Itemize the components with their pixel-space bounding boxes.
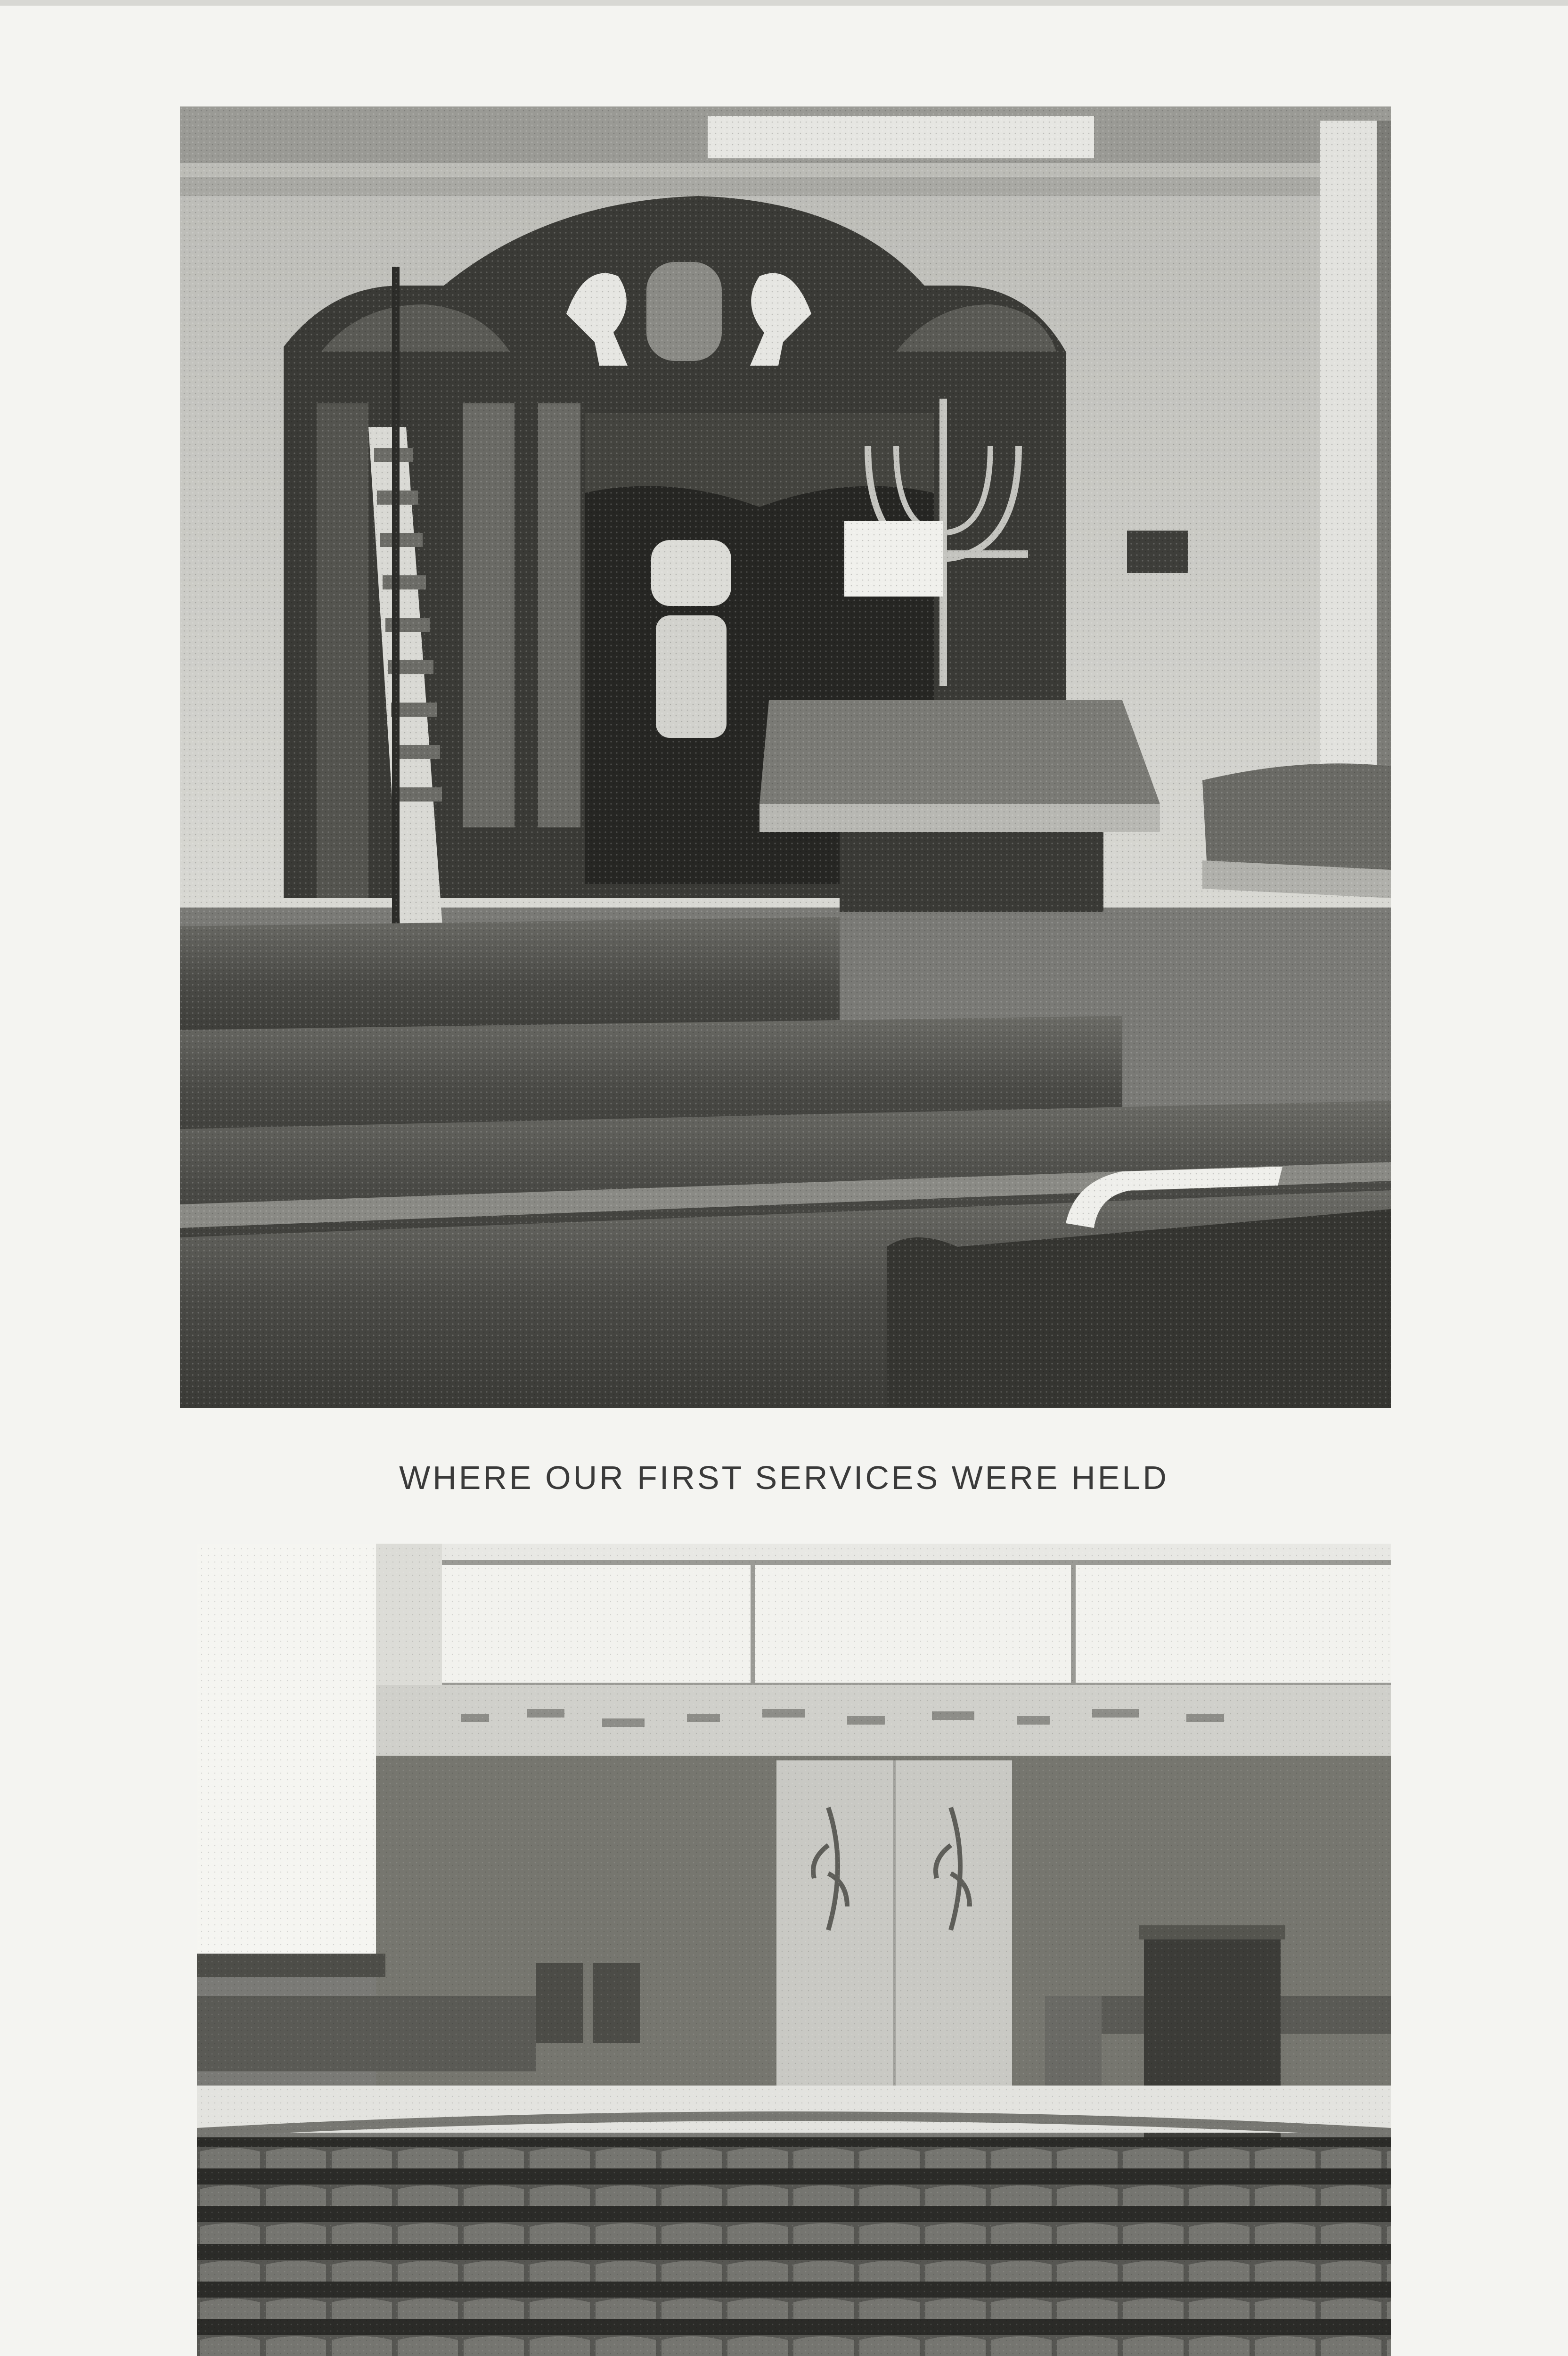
photo-old-sanctuary — [180, 106, 1391, 1408]
photo-caption-old: WHERE OUR FIRST SERVICES WERE HELD — [399, 1459, 1169, 1496]
scan-edge — [0, 0, 1568, 6]
photo-new-sanctuary — [197, 1544, 1391, 2356]
